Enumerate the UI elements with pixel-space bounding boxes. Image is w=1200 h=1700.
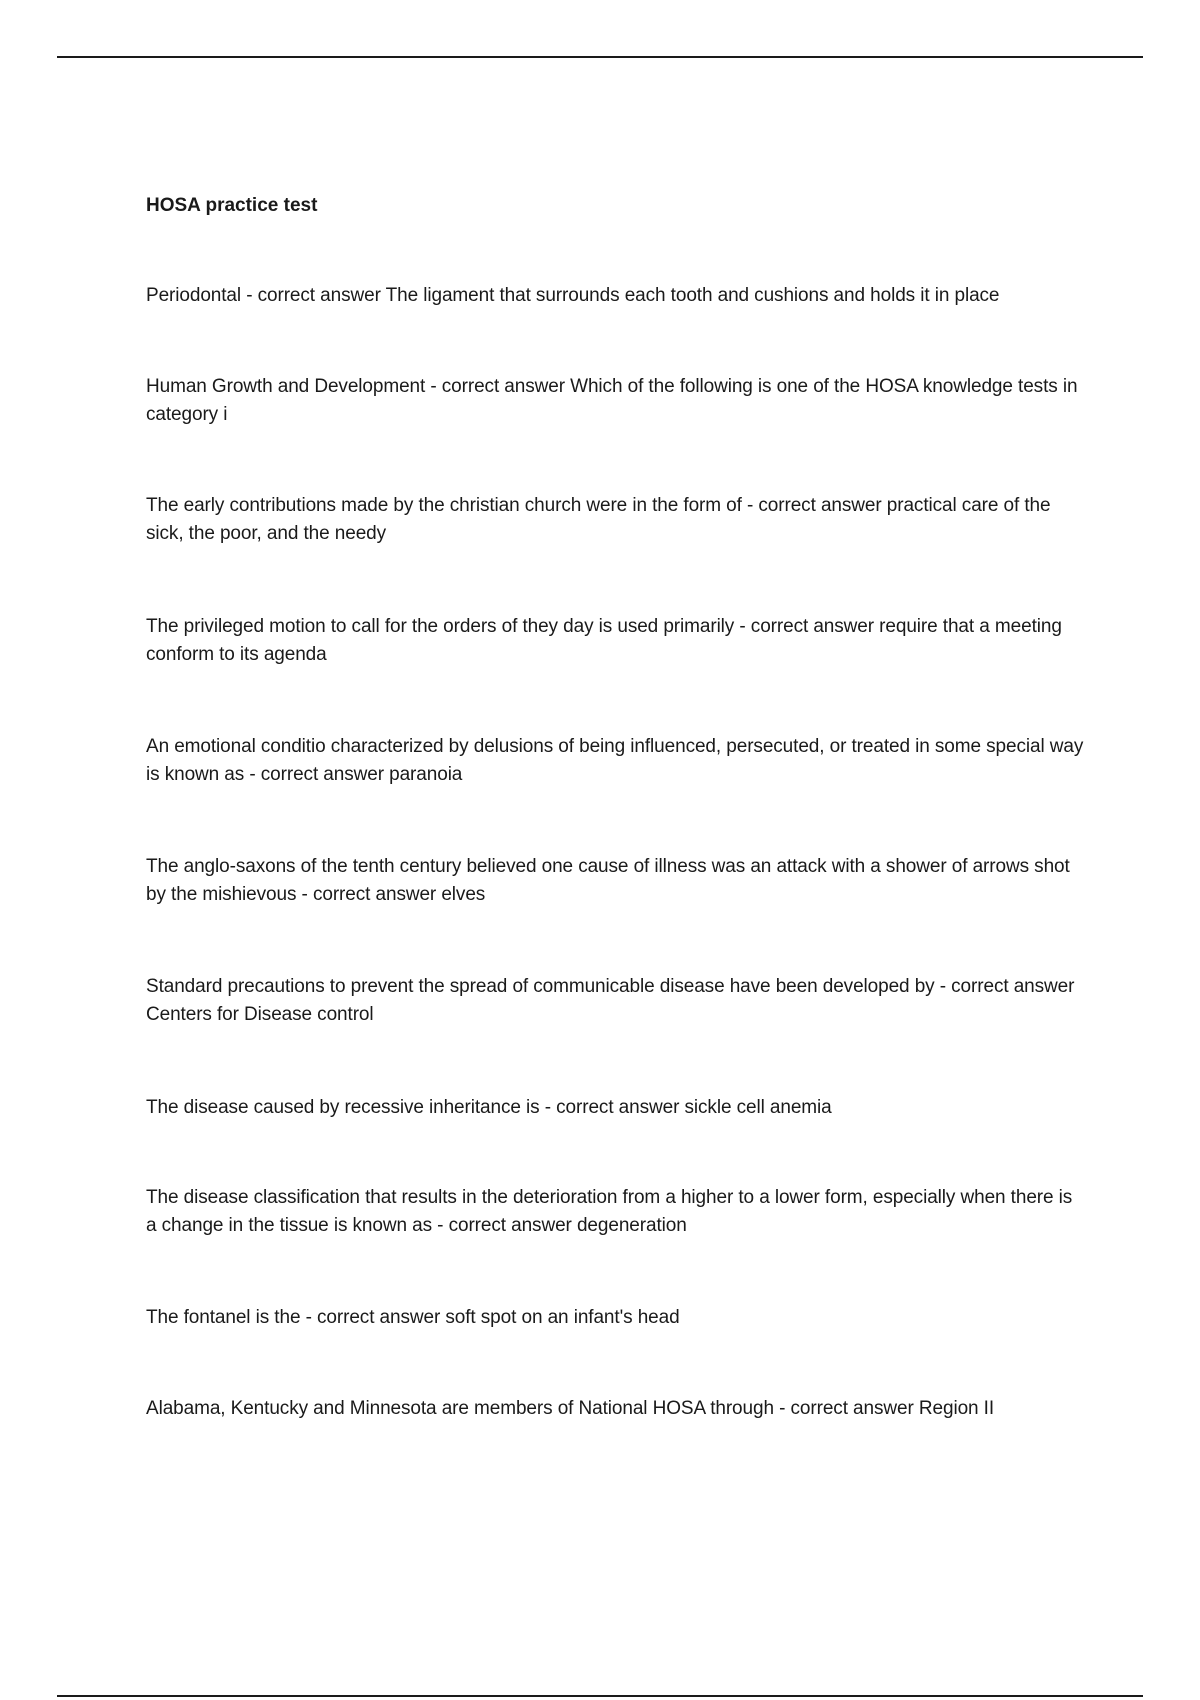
qa-item-2: Human Growth and Development - correct answer Which of the following is one of the HOSA knowledge tests in category i [146,376,1078,425]
qa-item-11: Alabama, Kentucky and Minnesota are members of National HOSA through - correct answer Region II [146,1398,995,1419]
qa-item-9: The disease classification that results in the deterioration from a higher to a lower form, especially when there is a change in the tissue is known as - correct answer degeneration [146,1187,1073,1236]
document-title: HOSA practice test [146,195,318,216]
qa-item-6: The anglo-saxons of the tenth century believed one cause of illness was an attack with a shower of arrows shot by the mishievous - correct answer elves [146,856,1070,905]
header-rule [57,56,1143,58]
qa-item-5: An emotional conditio characterized by delusions of being influenced, persecuted, or treated in some special way is known as - correct answer paranoia [146,736,1084,785]
qa-item-8: The disease caused by recessive inheritance is - correct answer sickle cell anemia [146,1097,832,1118]
footer-rule [57,1695,1143,1697]
qa-item-3: The early contributions made by the christian church were in the form of - correct answer practical care of the sick, the poor, and the needy [146,495,1051,544]
qa-item-10: The fontanel is the - correct answer soft spot on an infant's head [146,1307,680,1328]
qa-item-7: Standard precautions to prevent the spread of communicable disease have been developed by - correct answer Centers for Disease control [146,976,1075,1025]
qa-item-1: Periodontal - correct answer The ligament that surrounds each tooth and cushions and holds it in place [146,285,1000,306]
qa-item-4: The privileged motion to call for the orders of they day is used primarily - correct answer require that a meeting conform to its agenda [146,616,1062,665]
